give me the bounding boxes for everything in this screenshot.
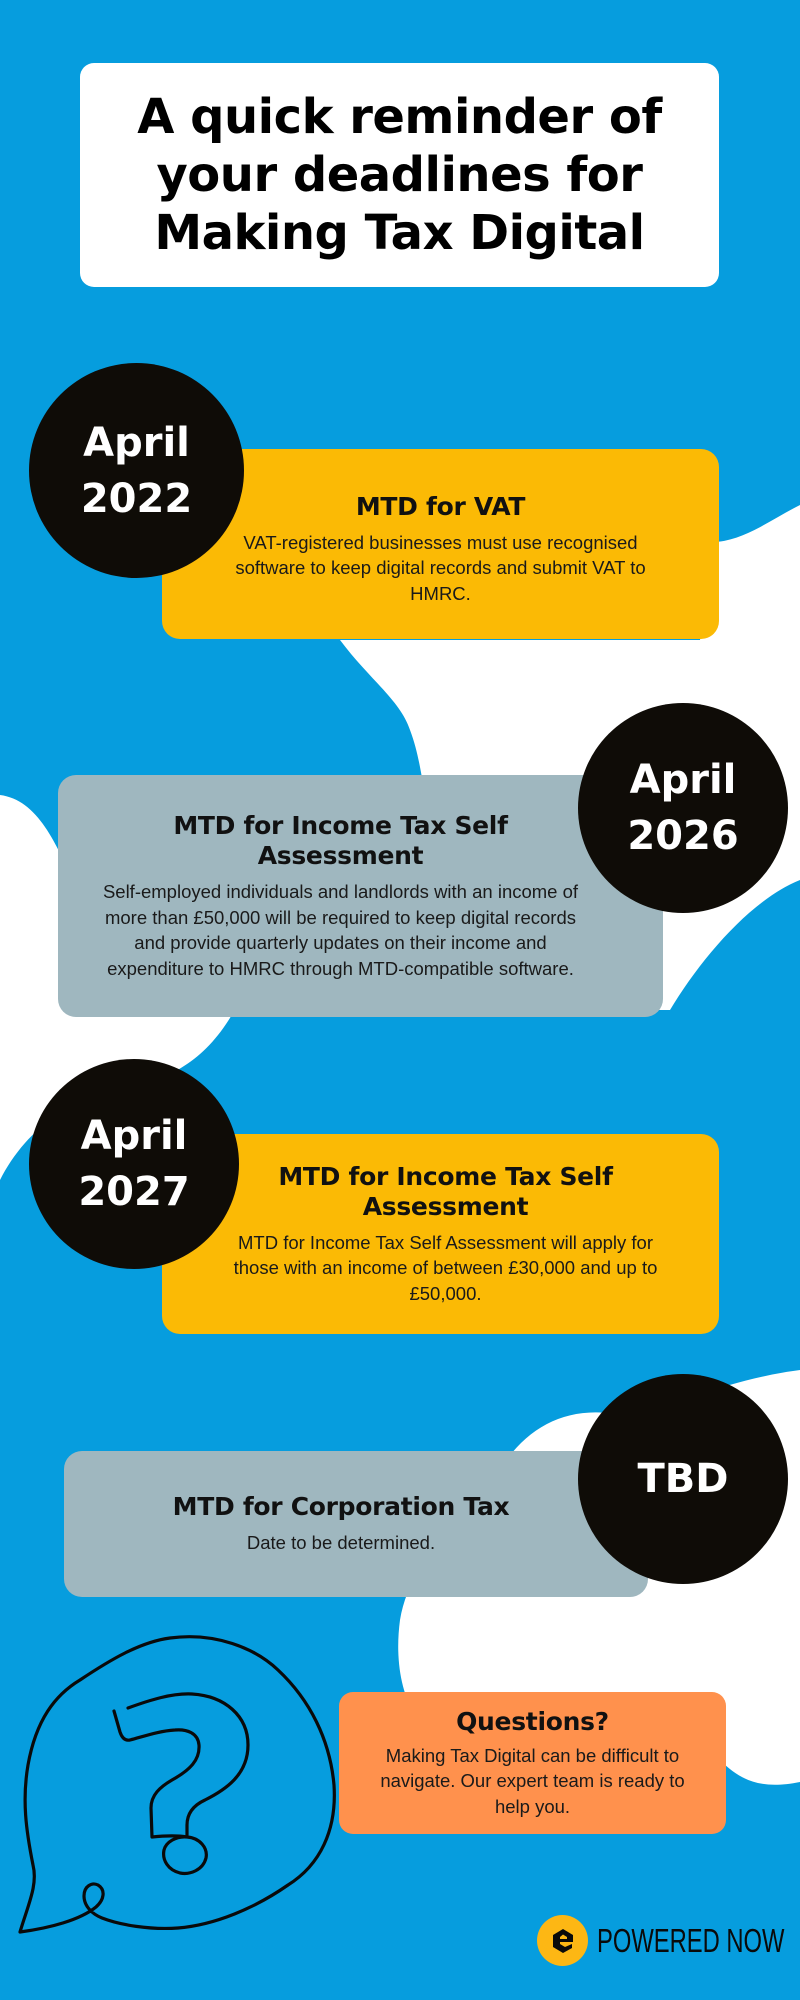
deadline-card-corporation-tax: [64, 1451, 648, 1597]
date-year: 2022: [80, 475, 193, 522]
date-year: 2026: [627, 813, 739, 859]
brand-name: POWERED NOW: [597, 1921, 785, 1959]
date-badge-april-2027: [29, 1059, 239, 1269]
deadline-description: VAT-registered businesses must use recognised software to keep digital records and submit VAT to HMRC.: [235, 531, 646, 604]
date-label: TBD: [637, 1456, 729, 1502]
title-card: [80, 63, 719, 287]
date-badge-april-2022: [29, 363, 244, 578]
deadline-heading: MTD for Income Tax Self Assessment: [278, 1161, 613, 1221]
title-line-1: A quick reminder of: [137, 89, 662, 145]
deadline-card-vat: [162, 449, 719, 639]
date-badge-april-2026: [578, 703, 788, 913]
date-month: April: [83, 419, 190, 466]
deadline-description: Date to be determined.: [246, 1532, 436, 1554]
title-line-2: your deadlines for: [156, 147, 643, 203]
deadline-description: Self-employed individuals and landlords with an income of more than £50,000 will be required to keep digital records and provide quarterly updates on their income and expenditure to HMRC through MTD-compatible software.: [102, 881, 579, 979]
speech-bubble-outline: [20, 1637, 334, 1932]
question-speech-bubble-icon: [0, 1620, 360, 1950]
date-month: April: [629, 757, 737, 803]
deadline-heading: MTD for Income Tax Self Assessment: [173, 811, 508, 870]
powered-now-logo-icon: [537, 1915, 588, 1966]
question-mark-stroke: [114, 1694, 248, 1874]
deadline-card-itsa-2027: [162, 1134, 719, 1334]
date-month: April: [80, 1113, 188, 1159]
questions-card: [339, 1692, 726, 1834]
questions-heading: Questions?: [456, 1706, 609, 1736]
deadline-heading: MTD for Corporation Tax: [172, 1492, 510, 1522]
deadline-heading: MTD for VAT: [355, 491, 526, 521]
powered-now-brand[interactable]: [537, 1915, 800, 1966]
deadline-card-itsa-2026: [58, 775, 663, 1017]
deadline-description: MTD for Income Tax Self Assessment will apply for those with an income of between £30,000 and up to £50,000.: [233, 1231, 658, 1304]
page-title: [137, 88, 661, 262]
questions-description: Making Tax Digital can be difficult to navigate. Our expert team is ready to help you.: [380, 1744, 685, 1817]
date-year: 2027: [78, 1169, 190, 1215]
date-badge-tbd: [578, 1374, 788, 1584]
title-line-3: Making Tax Digital: [154, 205, 645, 261]
